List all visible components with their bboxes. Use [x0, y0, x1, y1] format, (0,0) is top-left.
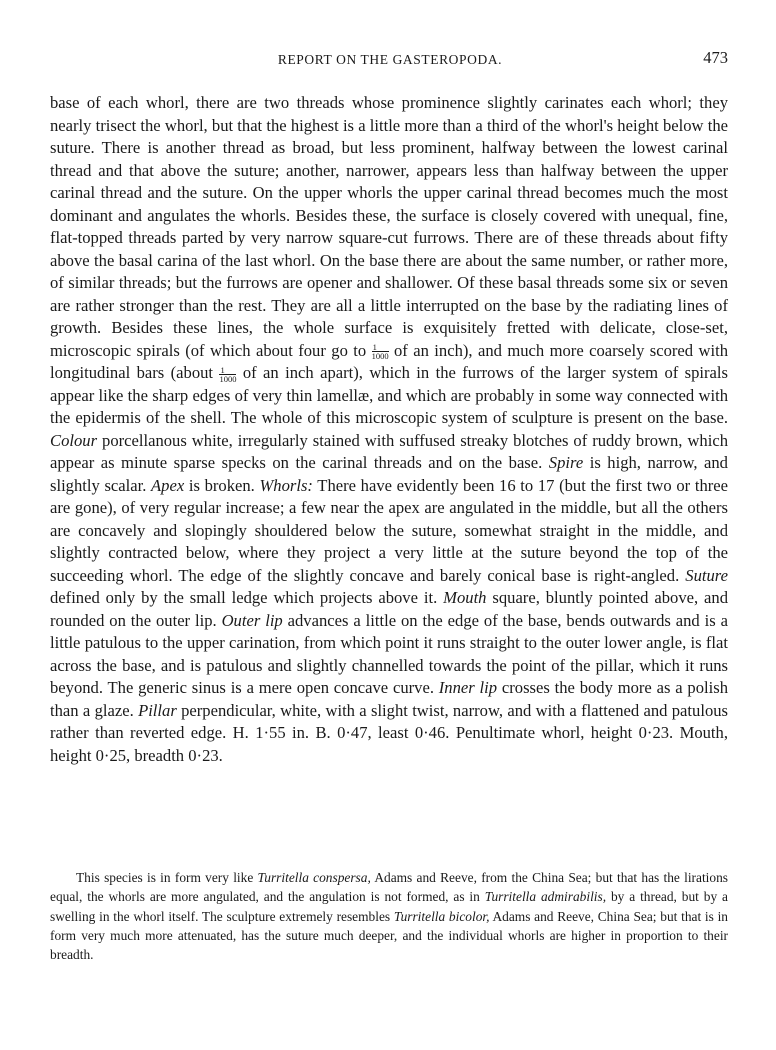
- term-pillar: Pillar: [138, 700, 177, 720]
- text-segment: is broken.: [184, 475, 260, 495]
- text-segment: advances a little on the edge of the base, bends outwards and is a little patulous to the upper carination, from which point it runs straight to the outer lower angle, is flat across the base, and is patulous and slightly channelled towards the point of the pillar, which it runs beyond. The generic sinus is a mere open concave curve.: [50, 610, 728, 697]
- species-name: Turritella bicolor,: [393, 908, 490, 924]
- term-suture: Suture: [685, 565, 728, 585]
- text-segment: defined only by the small ledge which projects above it.: [50, 588, 444, 607]
- text-segment: porcellanous white, irregularly stained with suffused streaky blotches of ruddy brown, which appear as minute sparse specks on the carinal threads and on the base.: [50, 430, 728, 472]
- term-outer-lip: Outer lip: [221, 610, 283, 630]
- species-description: [50, 92, 728, 767]
- text-segment: of an inch), and much more coarsely scored with longitudinal bars (about: [50, 340, 728, 382]
- term-spire: Spire: [548, 453, 584, 472]
- text-segment: of an inch apart), which in the furrows of the larger system of spirals appear like the sharp edges of very thin lamellæ, and which are probably in some way connected with the epidermis of the shell. The whole of this microscopic system of sculpture is present on the base.: [50, 363, 728, 427]
- fraction-denominator: 1000: [219, 373, 237, 384]
- text-segment: This species is in form very like: [76, 870, 258, 885]
- fraction-one-thousandth: [219, 366, 236, 383]
- text-segment: is high, narrow, and slightly scalar.: [50, 453, 728, 495]
- fraction-numerator: 1: [219, 366, 236, 375]
- text-segment: Adams and Reeve, from the China Sea; but that has the lirations equal, the whorls are more angulated, and the angulation is not formed, as in: [50, 870, 728, 905]
- term-inner-lip: Inner lip: [438, 678, 498, 697]
- text-segment: square, bluntly pointed above, and rounded on the outer lip.: [50, 588, 728, 630]
- page-header: [52, 48, 728, 70]
- running-head: REPORT ON THE GASTEROPODA.: [277, 52, 503, 67]
- fraction-denominator: 1000: [371, 351, 389, 362]
- species-name: Turritella conspersa,: [257, 870, 371, 885]
- page-number: 473: [703, 48, 728, 67]
- comparison-note: [50, 868, 728, 964]
- text-segment: by a thread, but by a swelling in the whorl itself. The sculpture extremely resembles: [50, 889, 729, 924]
- species-name: Turritella admirabilis,: [484, 889, 607, 905]
- text-segment: base of each whorl, there are two threads whose prominence slightly carinates each whorl; they nearly trisect the whorl, but that the highest is a little more than a third of the whorl's height below the suture. There is another thread as broad, but less prominent, halfway between the lowest carinal thread and that above the suture; another, narrower, appears less than halfway between the upper carinal thread and the suture. On the upper whorls the upper carinal thread becomes much the most dominant and angulates the whorls. Besides these, the surface is closely covered with unequal, fine, flat-topped threads parted by very narrow square-cut furrows. There are of these threads about fifty above the basal carina of the last whorl. On the base there are about the same number, or rather more, of similar threads; but the furrows are opener and shallower. Of these basal threads some six or seven are rather stronger than the rest. They are all a little interrupted on the base by the radiating lines of growth. Besides these lines, the whole surface is exquisitely fretted with delicate, close-set, microscopic spirals (of which about four go to: [50, 93, 728, 360]
- fraction-one-thousandth: [372, 343, 389, 360]
- text-segment: perpendicular, white, with a slight twist, narrow, and with a flattened and patulous rather than reverted edge. H. 1·55 in. B. 0·47, least 0·46. Penultimate whorl, height 0·23. Mouth, height 0·25, breadth 0·23.: [50, 700, 728, 765]
- term-mouth: Mouth: [443, 588, 487, 607]
- fraction-numerator: 1: [372, 343, 389, 352]
- text-segment: crosses the body more as a polish than a glaze.: [50, 678, 728, 720]
- text-segment: Adams and Reeve, China Sea; but that is in form very much more attenuated, has the suture much deeper, and the individual whorls are higher in proportion to their breadth.: [50, 908, 728, 963]
- term-apex: Apex: [151, 475, 185, 495]
- text-segment: There have evidently been 16 to 17 (but the first two or three are gone), of very regular increase; a few near the apex are angulated in the middle, but all the others are concavely and slopingly shouldered below the suture, somewhat straight in the middle, and slightly contracted below, where they project a very little at the suture beyond the top of the succeeding whorl. The edge of the slightly concave and barely conical base is right-angled.: [50, 475, 728, 585]
- term-colour: Colour: [50, 430, 98, 450]
- term-whorls: Whorls:: [259, 475, 313, 495]
